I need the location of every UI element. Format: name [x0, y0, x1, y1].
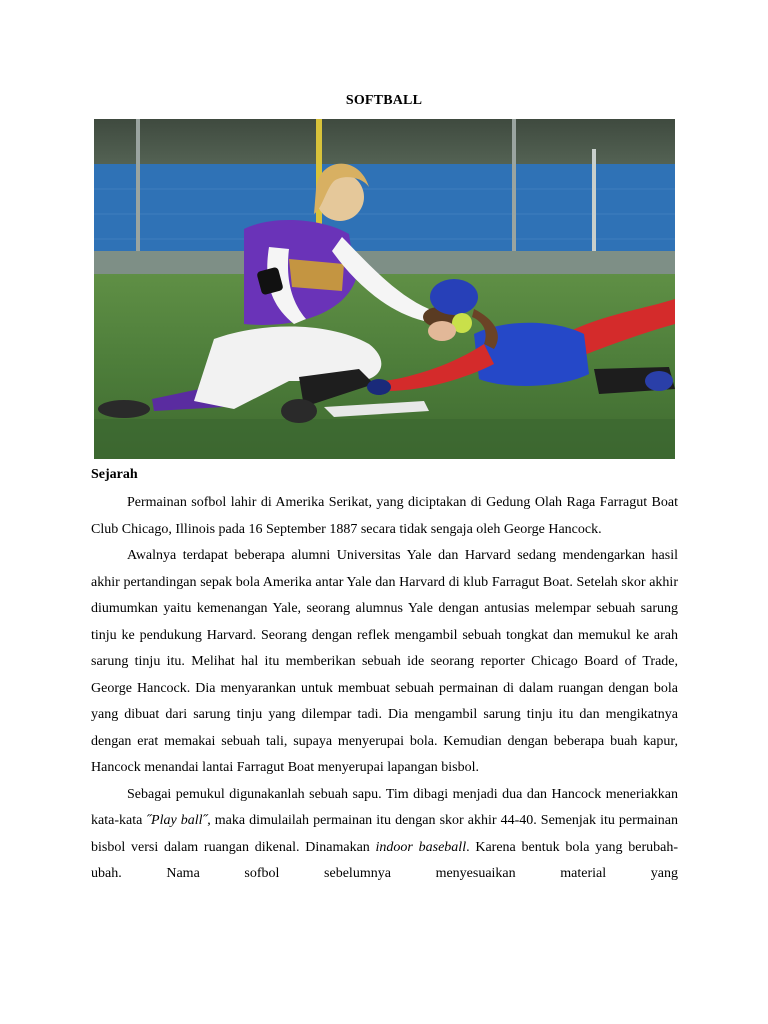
- paragraph: Awalnya terdapat beberapa alumni Universitas Yale dan Harvard sedang mendengarkan hasil akhir pertandingan sepak bola Amerika antar Yale dan Harvard di klub Farragut Boat. Setelah skor akhir diumumkan yaitu kemenangan Yale, seorang alumnus Yale dengan antusias melempar sebuah sarung tinju ke pendukung Harvard. Seorang dengan reflek mengambil sebuah tongkat dan memukul ke arah sarung tinju itu. Melihat hal itu memberikan sebuah ide seorang reporter Chicago Board of Trade, George Hancock. Dia menyarankan untuk membuat sebuah permainan di dalam ruangan dengan bola yang dibuat dari sarung tinju yang dilempar tadi. Dia mengambil sarung tinju itu dan mengikatnya dengan erat memakai sebuah tali, supaya menyerupai bola. Kemudian dengan beberapa buah kapur, Hancock menandai lantai Farragut Boat menyerupai lapangan bisbol.: [91, 548, 678, 775]
- text-span: , maka dimulailah permainan itu dengan skor akhir 44-40. Semenjak itu permainan bisbol versi dalam ruangan dikenal. Dinamakan: [91, 813, 679, 855]
- text-span: . Karena bentuk bola yang berubah-ubah. Nama sofbol sebelumnya menyesuaikan material yang: [91, 839, 678, 881]
- body-text: [91, 490, 678, 888]
- paragraph: [91, 782, 678, 888]
- section-heading: Sejarah: [91, 467, 138, 482]
- page-title: SOFTBALL: [345, 93, 423, 108]
- softball-photo: [94, 119, 675, 459]
- italic-text: ˝Play ball˝: [146, 813, 208, 828]
- italic-text: indoor baseball: [375, 839, 467, 855]
- paragraph: Permainan sofbol lahir di Amerika Serikat, yang diciptakan di Gedung Olah Raga Farragut Boat Club Chicago, Illinois pada 16 September 1887 secara tidak sengaja oleh George Hancock.: [91, 495, 678, 537]
- text-span: Sebagai pemukul digunakanlah sebuah sapu. Tim dibagi menjadi dua dan Hancock meneriakkan kata-kata: [91, 786, 678, 828]
